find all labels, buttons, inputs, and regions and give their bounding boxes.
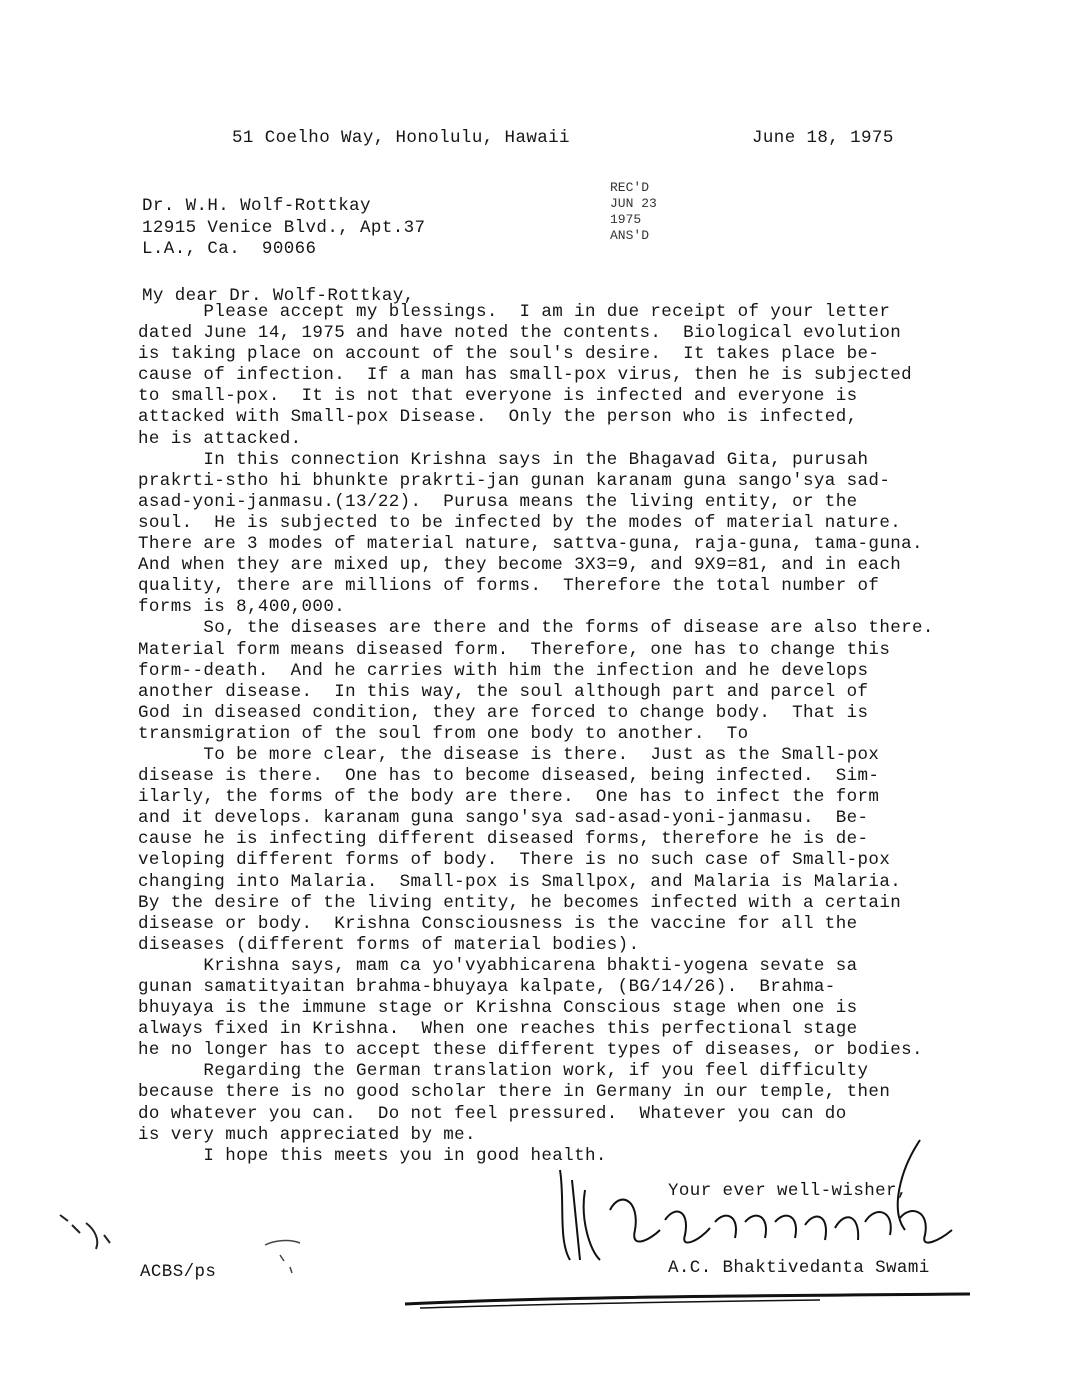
body-line: and it develops. karanam guna sango'sya sad-asad-yoni-janmasu. Be- [138, 808, 869, 829]
body-line: form--death. And he carries with him the infection and he develops [138, 660, 869, 681]
stamp-line: 1975 [610, 212, 642, 227]
typist-initials: ACBS/ps [140, 1262, 217, 1282]
body-line: Please accept my blessings. I am in due receipt of your letter [138, 302, 891, 322]
body-line: bhuyaya is the immune stage or Krishna Conscious stage when one is [138, 998, 858, 1019]
body-line: So, the diseases are there and the forms of disease are also there. [138, 618, 934, 639]
body-line: because there is no good scholar there in Germany in our temple, then [138, 1082, 891, 1103]
signatory-name: A.C. Bhaktivedanta Swami [668, 1258, 930, 1278]
body-line: Regarding the German translation work, if you feel difficulty [138, 1061, 869, 1082]
body-line: cause of infection. If a man has small-pox virus, then he is subjected [138, 365, 913, 386]
body-line: Krishna says, mam ca yo'vyabhicarena bhakti-yogena sevate sa [138, 955, 858, 976]
recipient-city: L.A., Ca. 90066 [142, 239, 317, 259]
letter-body [138, 302, 934, 1167]
letter-date: June 18, 1975 [752, 128, 894, 148]
body-line: veloping different forms of body. There is no such case of Small-pox [138, 850, 891, 871]
sender-address: 51 Coelho Way, Honolulu, Hawaii [232, 128, 570, 148]
body-line: disease or body. Krishna Consciousness is the vaccine for all the [138, 913, 858, 934]
body-line: dated June 14, 1975 and have noted the contents. Biological evolution [138, 323, 902, 344]
body-line: he is attacked. [138, 428, 302, 449]
body-line: gunan samatityaitan brahma-bhuyaya kalpate, (BG/14/26). Brahma- [138, 977, 836, 997]
body-line: prakrti-stho hi bhunkte prakrti-jan gunan karanam guna sango'sya sad- [138, 470, 891, 491]
body-line: attacked with Small-pox Disease. Only the person who is infected, [138, 407, 858, 428]
body-line: soul. He is subjected to be infected by the modes of material nature. [138, 512, 902, 533]
body-line: Material form means diseased form. Therefore, one has to change this [138, 639, 891, 660]
body-line: changing into Malaria. Small-pox is Smallpox, and Malaria is Malaria. [138, 871, 902, 892]
received-stamp [610, 180, 657, 244]
body-line: In this connection Krishna says in the Bhagavad Gita, purusah [138, 449, 869, 470]
body-line: he no longer has to accept these different types of diseases, or bodies. [138, 1040, 923, 1061]
body-line: asad-yoni-janmasu.(13/22). Purusa means the living entity, or the [138, 491, 858, 512]
recipient-block [142, 196, 425, 261]
body-line: ilarly, the forms of the body are there. One has to infect the form [138, 787, 880, 808]
body-line: is taking place on account of the soul's desire. It takes place be- [138, 344, 880, 365]
body-line: And when they are mixed up, they become 3X3=9, and 9X9=81, and in each [138, 555, 902, 576]
stamp-line: ANS'D [610, 228, 650, 243]
body-line: By the desire of the living entity, he becomes infected with a certain [138, 892, 902, 913]
body-line: quality, there are millions of forms. Therefore the total number of [138, 576, 880, 597]
body-line: to small-pox. It is not that everyone is infected and everyone is [138, 386, 858, 407]
body-line: always fixed in Krishna. When one reaches this perfectional stage [138, 1019, 858, 1040]
body-line: is very much appreciated by me. [138, 1124, 476, 1145]
closing: Your ever well-wisher, [668, 1181, 908, 1201]
stamp-line: JUN 23 [610, 196, 657, 211]
recipient-name: Dr. W.H. Wolf-Rottkay [142, 196, 371, 216]
recipient-street: 12915 Venice Blvd., Apt.37 [142, 217, 426, 238]
body-line: forms is 8,400,000. [138, 597, 346, 618]
body-line: cause he is infecting different diseased forms, therefore he is de- [138, 829, 869, 850]
body-line: To be more clear, the disease is there. Just as the Small-pox [138, 744, 880, 765]
body-line: do whatever you can. Do not feel pressured. Whatever you can do [138, 1103, 847, 1124]
salutation: My dear Dr. Wolf-Rottkay, [142, 286, 415, 306]
body-line: God in diseased condition, they are forced to change body. That is [138, 702, 869, 723]
body-line: I hope this meets you in good health. [138, 1145, 607, 1166]
body-line: transmigration of the soul from one body to another. To [138, 723, 749, 744]
body-line: There are 3 modes of material nature, sattva-guna, raja-guna, tama-guna. [138, 534, 923, 555]
stamp-line: REC'D [610, 180, 650, 195]
signature-underline [400, 1290, 980, 1320]
body-line: another disease. In this way, the soul although part and parcel of [138, 681, 869, 702]
body-line: diseases (different forms of material bodies). [138, 934, 640, 955]
body-line: disease is there. One has to become diseased, being infected. Sim- [138, 766, 880, 787]
